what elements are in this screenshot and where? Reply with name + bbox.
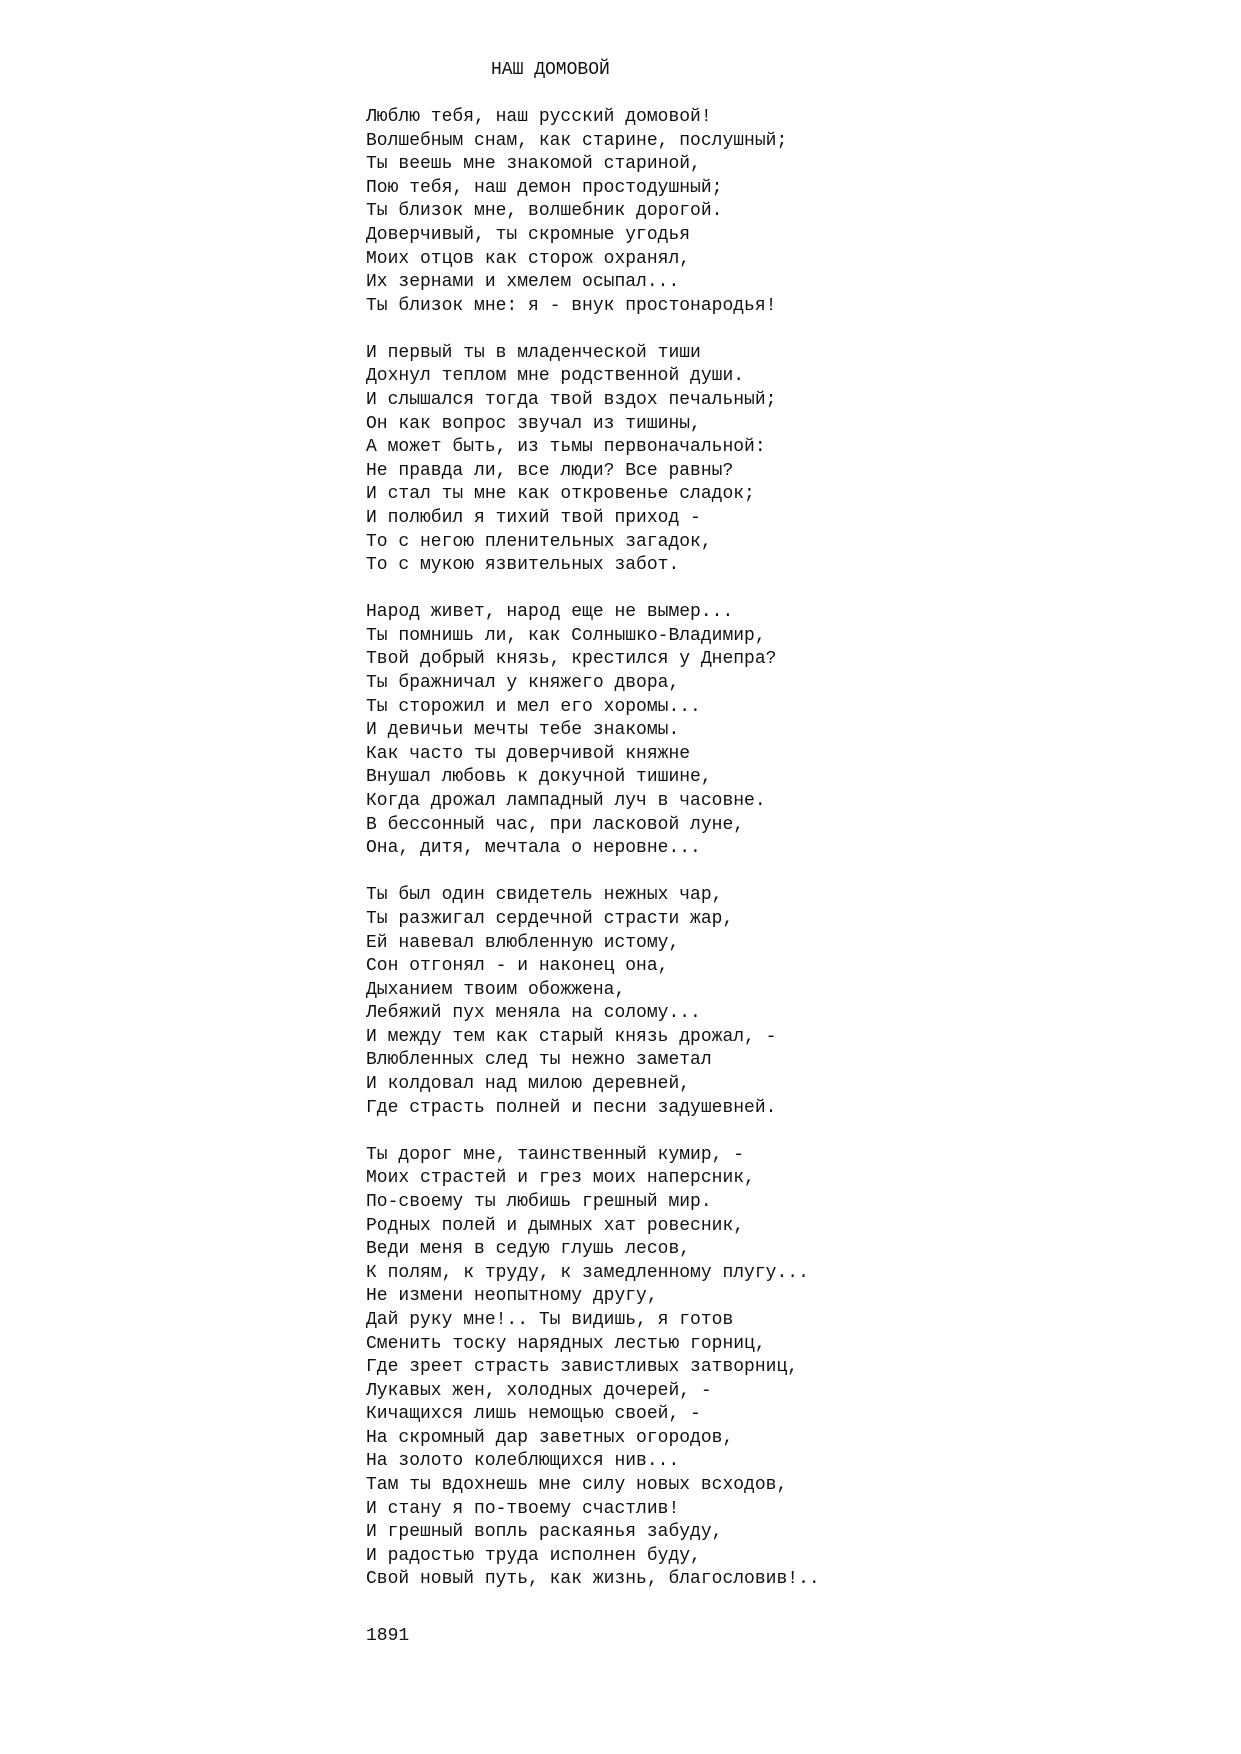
poem-line: Народ живет, народ еще не вымер... (366, 602, 734, 623)
poem-line: Твой добрый князь, крестился у Днепра? (366, 649, 777, 670)
poem-line: На скромный дар заветных огородов, (366, 1427, 734, 1448)
poem-line: Моих отцов как сторож охранял, (366, 248, 691, 269)
poem-line: Доверчивый, ты скромные угодья (366, 224, 691, 245)
poem-line: Волшебным снам, как старине, послушный; (366, 130, 788, 151)
poem-line: То с мукою язвительных забот. (366, 555, 680, 576)
poem-line: Лукавых жен, холодных дочерей, - (366, 1380, 712, 1401)
poem-line: И радостью труда исполнен буду, (366, 1545, 701, 1566)
poem-line: Не правда ли, все люди? Все равны? (366, 460, 734, 481)
poem-line: Лебяжий пух меняла на солому... (366, 1003, 701, 1024)
poem-title: НАШ ДОМОВОЙ (491, 60, 610, 80)
poem-line: Там ты вдохнешь мне силу новых всходов, (366, 1475, 788, 1496)
poem-line: Люблю тебя, наш русский домовой! (366, 107, 712, 127)
poem-line: Ты помнишь ли, как Солнышко-Владимир, (366, 625, 766, 646)
poem-line: И стал ты мне как откровенье сладок; (366, 484, 755, 505)
poem-line: Свой новый путь, как жизнь, благословив!.. (366, 1569, 820, 1590)
poem-line: Ты был один свидетель нежных чар, (366, 885, 723, 906)
poem-line: Родных полей и дымных хат ровесник, (366, 1215, 745, 1236)
poem-line: Дохнул теплом мне родственной души. (366, 366, 745, 387)
poem-line: И девичьи мечты тебе знакомы. (366, 720, 680, 741)
poem-line: Сон отгонял - и наконец она, (366, 956, 669, 977)
poem-line: Кичащихся лишь немощью своей, - (366, 1404, 701, 1425)
poem-line: Пою тебя, наш демон простодушный; (366, 177, 723, 198)
poem-line: Ей навевал влюбленную истому, (366, 932, 680, 953)
poem-line: Дай руку мне!.. Ты видишь, я готов (366, 1309, 734, 1330)
poem-line: Веди меня в седую глушь лесов, (366, 1239, 691, 1260)
poem-line: Ты близок мне: я - внук простонародья! (366, 295, 777, 316)
poem-line: Влюбленных след ты нежно заметал (366, 1050, 712, 1071)
poem-line: Их зернами и хмелем осыпал... (366, 272, 680, 293)
poem-line: Ты бражничал у княжего двора, (366, 673, 680, 694)
poem-line: Дыханием твоим обожжена, (366, 979, 626, 1000)
stanza (366, 1144, 820, 1592)
poem-line: Не измени неопытному другу, (366, 1286, 658, 1307)
poem-line: Ты близок мне, волшебник дорогой. (366, 201, 723, 222)
stanza (366, 342, 820, 578)
poem-line: В бессонный час, при ласковой луне, (366, 814, 745, 835)
poem-line: На золото колеблющихся нив... (366, 1451, 680, 1472)
poem-line: Где зреет страсть завистливых затворниц, (366, 1357, 799, 1378)
poem-line: Как часто ты доверчивой княжне (366, 743, 691, 764)
stanza (366, 106, 820, 318)
poem-date: 1891 (366, 1626, 410, 1646)
poem-line: Ты дорог мне, таинственный кумир, - (366, 1144, 745, 1165)
poem-line: К полям, к труду, к замедленному плугу... (366, 1262, 809, 1283)
poem-line: Моих страстей и грез моих наперсник, (366, 1168, 755, 1189)
poem-line: Ты веешь мне знакомой стариной, (366, 154, 701, 175)
poem-line: И грешный вопль раскаянья забуду, (366, 1522, 723, 1543)
poem-line: А может быть, из тьмы первоначальной: (366, 437, 766, 458)
poem-line: Ты разжигал сердечной страсти жар, (366, 908, 734, 929)
poem-line: То с негою пленительных загадок, (366, 531, 712, 552)
poem-line: Где страсть полней и песни задушевней. (366, 1097, 777, 1118)
poem-line: И колдовал над милою деревней, (366, 1074, 691, 1095)
poem-line: И первый ты в младенческой тиши (366, 342, 701, 363)
poem-line: Сменить тоску нарядных лестью горниц, (366, 1333, 766, 1354)
poem-line: И полюбил я тихий твой приход - (366, 508, 701, 528)
poem-line: Она, дитя, мечтала о неровне... (366, 838, 701, 859)
stanza (366, 884, 820, 1120)
poem-line: Ты сторожил и мел его хоромы... (366, 696, 701, 717)
stanza (366, 601, 820, 861)
poem-line: И между тем как старый князь дрожал, - (366, 1026, 777, 1047)
poem-line: Когда дрожал лампадный луч в часовне. (366, 791, 766, 812)
poem-line: По-своему ты любишь грешный мир. (366, 1191, 712, 1212)
poem-line: И стану я по-твоему счастлив! (366, 1498, 680, 1519)
poem-body (366, 106, 820, 1616)
poem-line: Он как вопрос звучал из тишины, (366, 413, 701, 434)
poem-line: И слышался тогда твой вздох печальный; (366, 390, 777, 411)
poem-line: Внушал любовь к докучной тишине, (366, 767, 712, 788)
